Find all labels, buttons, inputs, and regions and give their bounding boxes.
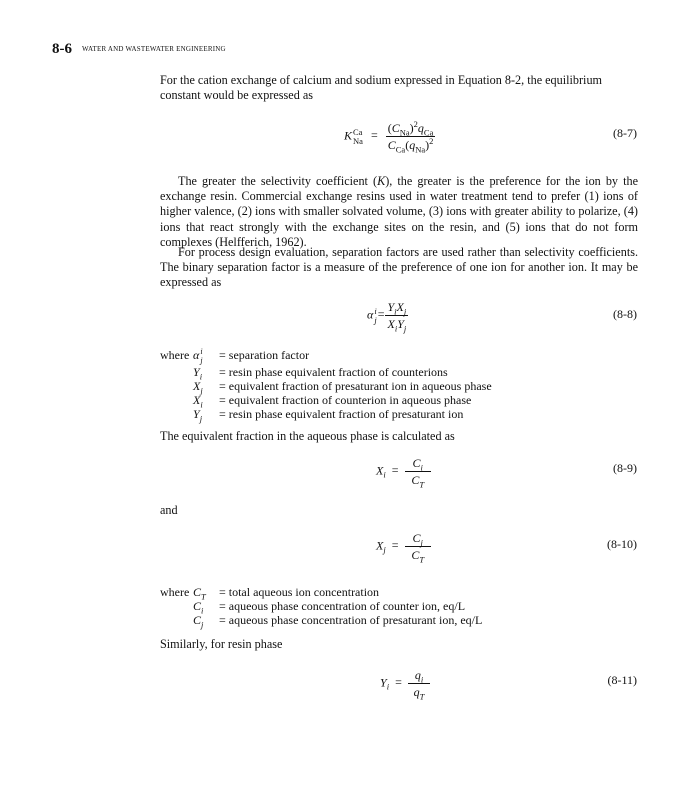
running-header [52, 40, 226, 58]
definition-symbol: $C_j$ [193, 613, 204, 630]
definition-symbol: $X_i$ [193, 393, 203, 410]
paragraph-intro: For the cation exchange of calcium and sodium expressed in Equation 8-2, the equilibrium constant would be expressed as [160, 73, 603, 103]
equation-8-9: $X_i$ = $\frac{C_i}{C_T}$ [376, 456, 431, 487]
definition-symbol: $Y_i$ [193, 365, 203, 382]
definition-symbol: $X_j$ [193, 379, 203, 396]
definition-row [160, 407, 492, 424]
definition-text: = resin phase equivalent fraction of counterions [219, 365, 448, 379]
definition-text: = aqueous phase concentration of counter ion, eq/L [219, 599, 466, 613]
definition-text: = equivalent fraction of presaturant ion in aqueous phase [219, 379, 492, 393]
running-title: WATER AND WASTEWATER ENGINEERING [82, 45, 226, 53]
page-number: 8-6 [52, 41, 72, 57]
definition-symbol: $Y_j$ [193, 407, 203, 424]
definition-row [160, 393, 492, 410]
equation-8-7: K Ca Na = $\frac{(C_{Na})^2q_{Ca}}{C_{Ca}(q_{Na})^2}$ [344, 119, 434, 155]
paragraph-selectivity-part2: ), the greater is the preference for the ion by the exchange resin. Commercial exchange resins used in water treatment tend to prefer (1) ions of higher valence, (2) ions with smaller solvated volume, (3) ions with greater ability to polarize, (4) ions that react strongly with the exchange sites on the resin, and (5) ions that do not form complexes (Helfferich, 1962). [160, 174, 638, 249]
paragraph-separation-factor: For process design evaluation, separation factors are used rather than selectivity coefficients. The binary separation factor is a measure of the preference of one ion for another ion. It may be expressed as [160, 245, 638, 290]
definition-row [160, 585, 482, 602]
definition-text: = total aqueous ion concentration [219, 585, 380, 599]
equation-8-8: α i j = $\frac{Y_iX_j}{X_iY_j}$ [367, 300, 407, 334]
definition-row [160, 599, 482, 616]
definition-row [160, 347, 492, 365]
connector-and: and [160, 503, 178, 517]
equation-number-8-8: (8-8) [613, 307, 637, 321]
definition-text: = resin phase equivalent fraction of presaturant ion [219, 407, 464, 421]
paragraph-selectivity-part1: The greater the selectivity coefficient ( [178, 174, 378, 188]
symbol-k: K [377, 174, 386, 188]
definition-text: = aqueous phase concentration of presaturant ion, eq/L [219, 613, 483, 627]
definition-row [160, 613, 483, 630]
paragraph-selectivity [160, 174, 638, 250]
paragraph-resin-phase: Similarly, for resin phase [160, 637, 283, 651]
definition-text: = equivalent fraction of counterion in aqueous phase [219, 393, 472, 407]
definitions-where: where [160, 347, 190, 362]
equation-number-8-11: (8-11) [607, 673, 637, 687]
definition-row [160, 365, 492, 382]
definitions-list-1 [160, 347, 492, 424]
definition-row [160, 379, 492, 396]
paragraph-aqueous: The equivalent fraction in the aqueous phase is calculated as [160, 429, 455, 443]
definition-symbol: $C_i$ [193, 599, 204, 616]
definition-symbol: $C_T$ [193, 585, 206, 602]
equation-8-10: $X_j$ = $\frac{C_j}{C_T}$ [376, 531, 431, 562]
equation-number-8-9: (8-9) [613, 461, 637, 475]
equation-8-11: $Y_i$ = $\frac{q_i}{q_T}$ [380, 668, 430, 699]
definition-symbol: α i j [193, 347, 203, 365]
equation-number-8-7: (8-7) [613, 126, 637, 140]
definition-text: = separation factor [219, 347, 310, 362]
equation-number-8-10: (8-10) [607, 537, 637, 551]
definitions-list-2 [160, 585, 483, 630]
definitions-where: where [160, 585, 190, 599]
